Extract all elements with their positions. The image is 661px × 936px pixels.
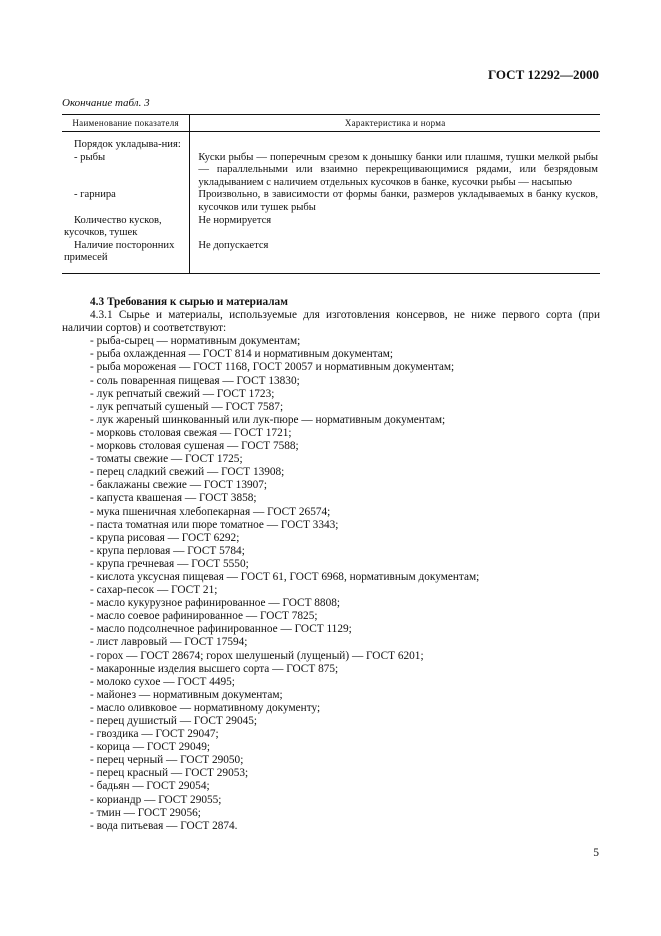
list-item: - крупа перловая — ГОСТ 5784; — [90, 544, 245, 557]
list-item: - капуста квашеная — ГОСТ 3858; — [90, 492, 257, 505]
specification-table — [62, 114, 600, 274]
column-header-indicator: Наименование показателя — [62, 115, 190, 132]
list-item: - рыба-сырец — нормативным документам; — [90, 335, 301, 348]
row-name: Количество кусков, кусочков, тушек — [62, 215, 190, 240]
list-item: - майонез — нормативным документам; — [90, 688, 283, 701]
table-header-row — [62, 115, 600, 132]
list-item: - крупа рисовая — ГОСТ 6292; — [90, 531, 240, 544]
row-value: Не нормируется — [198, 214, 272, 226]
list-item: - рыба мороженая — ГОСТ 1168, ГОСТ 20057 и нормативным документам; — [90, 361, 455, 374]
row-name: - гарнира — [62, 189, 190, 214]
list-item: - баклажаны свежие — ГОСТ 13907; — [90, 479, 268, 492]
standard-header: ГОСТ 12292—2000 — [487, 67, 599, 82]
row-name: Наличие посторонних примесей — [62, 240, 190, 274]
list-item: - морковь столовая сушеная — ГОСТ 7588; — [90, 440, 299, 453]
table-row — [62, 189, 600, 214]
row-value: Куски рыбы — поперечным срезом к донышку банки или плашмя, тушки мелкой рыбы — параллельными или взаимно перекрещивающимися рядами, или безрядовым укладыванием с наличием отдельных кусочков в банке, кусочки рыбы — насыпью — [198, 151, 598, 188]
list-item: - масло соевое рафинированное — ГОСТ 7825; — [90, 610, 318, 623]
list-item: - лук репчатый сушеный — ГОСТ 7587; — [90, 400, 284, 413]
list-item: - перец сладкий свежий — ГОСТ 13908; — [90, 466, 285, 479]
table-row — [62, 132, 600, 152]
list-item: - бадьян — ГОСТ 29054; — [90, 780, 210, 793]
row-value: Произвольно, в зависимости от формы банки, размеров укладываемых в банку кусков, кусочков или тушек рыбы — [198, 189, 598, 213]
section-title: 4.3 Требования к сырью и материалам — [90, 296, 288, 308]
materials-list — [62, 335, 600, 833]
list-item: - масло подсолнечное рафинированное — ГОСТ 1129; — [90, 623, 352, 636]
table-caption: Окончание табл. 3 — [62, 97, 150, 109]
raw-materials-section — [62, 296, 600, 833]
table-row — [62, 240, 600, 274]
table-row — [62, 215, 600, 240]
list-item: - крупа гречневая — ГОСТ 5550; — [90, 557, 249, 570]
list-item: - масло кукурузное рафинированное — ГОСТ 8808; — [90, 597, 341, 610]
list-item: - лук жареный шинкованный или лук-пюре — нормативным документам; — [90, 413, 446, 426]
row-value: Не допускается — [190, 240, 600, 274]
table-row — [62, 152, 600, 190]
list-item: - перец черный — ГОСТ 29050; — [90, 754, 244, 767]
list-item: - паста томатная или пюре томатное — ГОСТ 3343; — [90, 518, 339, 531]
list-item: - перец красный — ГОСТ 29053; — [90, 767, 249, 780]
list-item: - макаронные изделия высшего сорта — ГОСТ 875; — [90, 662, 339, 675]
section-intro: 4.3.1 Сырье и материалы, используемые для изготовления консервов, не ниже первого сорта (при наличии сортов) и соответствуют: — [62, 309, 600, 335]
list-item: - тмин — ГОСТ 29056; — [90, 806, 201, 819]
page-number: 5 — [593, 847, 599, 859]
list-item: - перец душистый — ГОСТ 29045; — [90, 715, 258, 727]
list-item: - молоко сухое — ГОСТ 4495; — [90, 675, 235, 688]
list-item: - корица — ГОСТ 29049; — [90, 741, 211, 754]
list-item: - вода питьевая — ГОСТ 2874. — [90, 819, 238, 832]
list-item: - кориандр — ГОСТ 29055; — [90, 793, 222, 806]
row-value — [190, 132, 600, 152]
list-item: - мука пшеничная хлебопекарная — ГОСТ 26574; — [90, 505, 331, 518]
list-item: - лук репчатый свежий — ГОСТ 1723; — [90, 387, 275, 400]
list-item: - гвоздика — ГОСТ 29047; — [90, 728, 219, 741]
row-name: Порядок укладыва-ния: — [62, 132, 190, 152]
column-header-norm: Характеристика и норма — [190, 115, 600, 132]
list-item: - рыба охлажденная — ГОСТ 814 и нормативным документам; — [90, 348, 394, 361]
list-item: - морковь столовая свежая — ГОСТ 1721; — [90, 426, 292, 439]
list-item: - сахар-песок — ГОСТ 21; — [90, 584, 218, 597]
list-item: - лист лавровый — ГОСТ 17594; — [90, 636, 248, 649]
list-item: - масло оливковое — нормативному документу; — [90, 701, 321, 714]
list-item: - соль поваренная пищевая — ГОСТ 13830; — [90, 374, 300, 387]
list-item: - томаты свежие — ГОСТ 1725; — [90, 453, 243, 466]
list-item: - горох — ГОСТ 28674; горох шелушеный (лущеный) — ГОСТ 6201; — [90, 649, 424, 662]
row-name: - рыбы — [62, 152, 190, 190]
list-item: - кислота уксусная пищевая — ГОСТ 61, ГОСТ 6968, нормативным документам; — [90, 570, 480, 583]
